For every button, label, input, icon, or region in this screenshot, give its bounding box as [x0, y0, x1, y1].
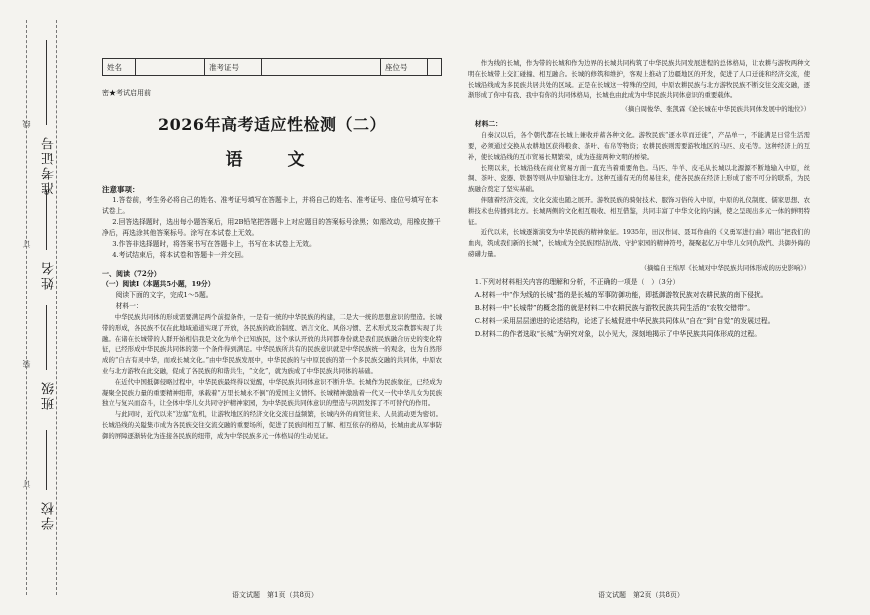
- blank-line: [46, 190, 47, 250]
- instruction: 阅读下面的文字，完成1～5题。: [115, 291, 213, 299]
- exam-number-blank[interactable]: [262, 59, 381, 76]
- binding-tick: 订: [22, 480, 31, 488]
- seat-number-label: 座位号: [381, 59, 428, 76]
- binding-tick: 装: [22, 360, 31, 368]
- note-item: 1.答卷前，考生务必将自己的姓名、准考证号填写在答题卡上，并将自己的姓名、准考证号、座位号填写在本试卷上。: [102, 196, 439, 215]
- material-heading: 材料一：: [115, 302, 143, 310]
- candidate-info-table: [102, 58, 442, 76]
- source-citation: （摘自周俊华、张凯霖《论长城在中华民族共同体发展中的地位》）: [621, 105, 810, 114]
- passage-paragraph: 伴随着经济交流，文化交流也随之展开。游牧民族的骑射技术、服饰习俗传入中原，中原的礼仪制度、儒家思想、农耕技术也传播到北方。长城两侧的文化相互吸收、相互借鉴，共同丰富了中华文化的内涵，使之呈现出多元一体的鲜明特征。: [468, 195, 810, 226]
- blank-line: [46, 40, 47, 125]
- secret-mark: 密★考试启用前: [102, 89, 151, 97]
- exam-number-label: 准考证号: [205, 59, 262, 76]
- binding-label-name: 姓名: [42, 260, 57, 290]
- blank-line: [46, 430, 47, 490]
- passage-paragraph: 长期以来，长城沿线在商业贸易方面一直充当着重要角色。马匹、牛羊、皮毛从长城以北源源不断地输入中原，丝绸、茶叶、瓷器、铁器等则从中原输往北方。这种互通有无的贸易往来，使各民族在经济上形成了密不可分的联系，为民族融合奠定了坚实基础。: [468, 163, 810, 194]
- note-item: 4.考试结束后，将本试卷和答题卡一并交回。: [112, 251, 248, 259]
- binding-tick: 订: [22, 240, 31, 248]
- passage-paragraph: 自秦汉以后，各个朝代都在长城上兼收并蓄各种文化。游牧民族“逐水草而迁徙”，产品单一，不能满足日常生活需要，必须通过交换从农耕地区获得粮食、茶叶、布帛等物资；农耕民族则需要游牧地区的马匹、皮毛等。这种经济上的互补，使长城沿线的互市贸易长期繁荣，成为连接两种文明的桥梁。: [468, 131, 810, 161]
- binding-label-class: 班级: [42, 380, 57, 410]
- part-heading: 一、阅读（72分）: [102, 269, 161, 278]
- subject-title: 语 文: [225, 150, 319, 170]
- material-heading: 材料二：: [474, 120, 502, 129]
- binding-label-school: 学校: [42, 500, 57, 530]
- name-label: 姓名: [103, 59, 136, 76]
- note-item: 3.作答非选择题时，将答案书写在答题卡上，书写在本试卷上无效。: [112, 240, 316, 248]
- question-1: 1.下列对材料相关内容的理解和分析，不正确的一项是（ ）（3分）: [474, 277, 680, 286]
- option-a[interactable]: A.材料一中“作为线的长城”指的是长城的军事防御功能，即抵御游牧民族对农耕民族的南下侵扰。: [474, 290, 768, 299]
- binding-strip: [0, 0, 90, 615]
- blank-line: [46, 305, 47, 370]
- passage-paragraph: 中华民族共同体的形成需要满足两个前提条件，一是有一统的中华民族的构建，二是大一统的思想意识的塑造。长城带的形成，各民族不仅在此地域通道实现了开放，各民族的政治制度、语言文化、风俗习惯、艺术形式及宗教都实现了共融。在诸在长城带的人群开始相信我是文化为单个已知族民，这个承认开放的共同都身份就是我们民族融合历史的变化特征，已经形成中华民族共同体的第一个条件得到满足。中华民族所共有的民族意识就是中华民族统一的观念，也为自然形成的“自古有灵中华，而或长城文化。”由中华民族发展中，中华民族的与中原民族的第一个多民族交融的共同体，中原农业与北方游牧在此交融，促成了各民族的和谐共生，“文化”，就为族成了中华民族共同体的基础。: [102, 313, 442, 375]
- page-footer-left: 语文试题 第1页（共8页）: [232, 591, 318, 599]
- option-c[interactable]: C.材料一采用层层递进的论述结构，论述了长城促进中华民族共同体从“自在”到“自觉”的发展过程。: [474, 316, 775, 325]
- notes-heading: 注意事项：: [102, 185, 140, 194]
- binding-tick: 线: [22, 120, 31, 128]
- seat-number-blank[interactable]: [428, 59, 442, 76]
- page-footer-right: 语文试题 第2页（共8页）: [598, 591, 684, 599]
- note-item: 2.回答选择题时，选出每小题答案后，用2B铅笔把答题卡上对应题目的答案标号涂黑；如需改动，用橡皮擦干净后，再选涂其他答案标号。涂写在本试卷上无效。: [102, 218, 441, 237]
- option-d[interactable]: D.材料二的作者选取“长城”为研究对象，以小见大，深刻地揭示了中华民族共同体形成的过程。: [474, 329, 761, 338]
- right-column: [468, 58, 810, 340]
- option-b[interactable]: B.材料一中“长城带”的概念指的就是材料二中农耕民族与游牧民族共同生活的“农牧交错带”。: [474, 303, 755, 312]
- left-column: [102, 58, 442, 442]
- passage-paragraph: 作为线的长城，作为带的长城和作为边界的长城共同构筑了中华民族共同发展进程的总体格局，让农耕与游牧两种文明在长城带上交汇碰撞、相互融合。长城的修筑和维护，客观上推动了边疆地区的开发，促进了人口迁徙和经济交流，使长城沿线成为多民族共居共处的区域。正是在长城这一特殊的空间，中原农耕民族与北方游牧民族不断交往交流交融，逐渐形成了你中有我、我中有你的共同体格局，长城也由此成为中华民族共同体意识的重要载体。: [468, 59, 810, 100]
- passage-paragraph: 与此同时，近代以来“边塞”危机，让游牧地区的经济文化交流日益频繁，长城内外的商贸往来、人员流动更为密切。长城沿线的关隘集市成为各民族交往交流交融的重要场所，促进了民族间相互了解、相互依存的格局，长城由此从军事防御的屏障逐渐转化为连接各民族的纽带，成为中华民族多元一体格局的生动见证。: [102, 410, 442, 440]
- binding-dashed-line: [26, 20, 27, 595]
- section-heading: （一）阅读Ⅰ（本题共5小题，19分）: [102, 280, 215, 288]
- exam-title: 2026年高考适应性检测（二）: [157, 115, 387, 134]
- passage-paragraph: 近代以来，长城逐渐演变为中华民族的精神象征。1935年，田汉作词、聂耳作曲的《义勇军进行曲》唱出“把我们的血肉，筑成我们新的长城”，长城成为全民族团结抗战、守护家园的精神符号，凝聚起亿万中华儿女同仇敌忾、共御外侮的磅礴力量。: [468, 228, 810, 258]
- name-blank[interactable]: [136, 59, 205, 76]
- source-citation: （摘编自王绵厚《长城对中华民族共同体形成的历史影响》）: [640, 263, 810, 272]
- passage-paragraph: 在近代中国抵御侵略过程中，中华民族最终得以觉醒，中华民族共同体意识不断升华。长城作为民族象征，已经成为凝聚全民族力量的重要精神纽带，承载着“万里长城永不倒”的爱国主义情怀。长城精神激励着一代又一代中华儿女为民族独立与复兴而奋斗，让全体中华儿女共同守护精神家园，为中华民族共同体意识的塑造与巩固发挥了不可替代的作用。: [102, 377, 442, 408]
- binding-label-exam-number: 准考证号: [42, 135, 57, 195]
